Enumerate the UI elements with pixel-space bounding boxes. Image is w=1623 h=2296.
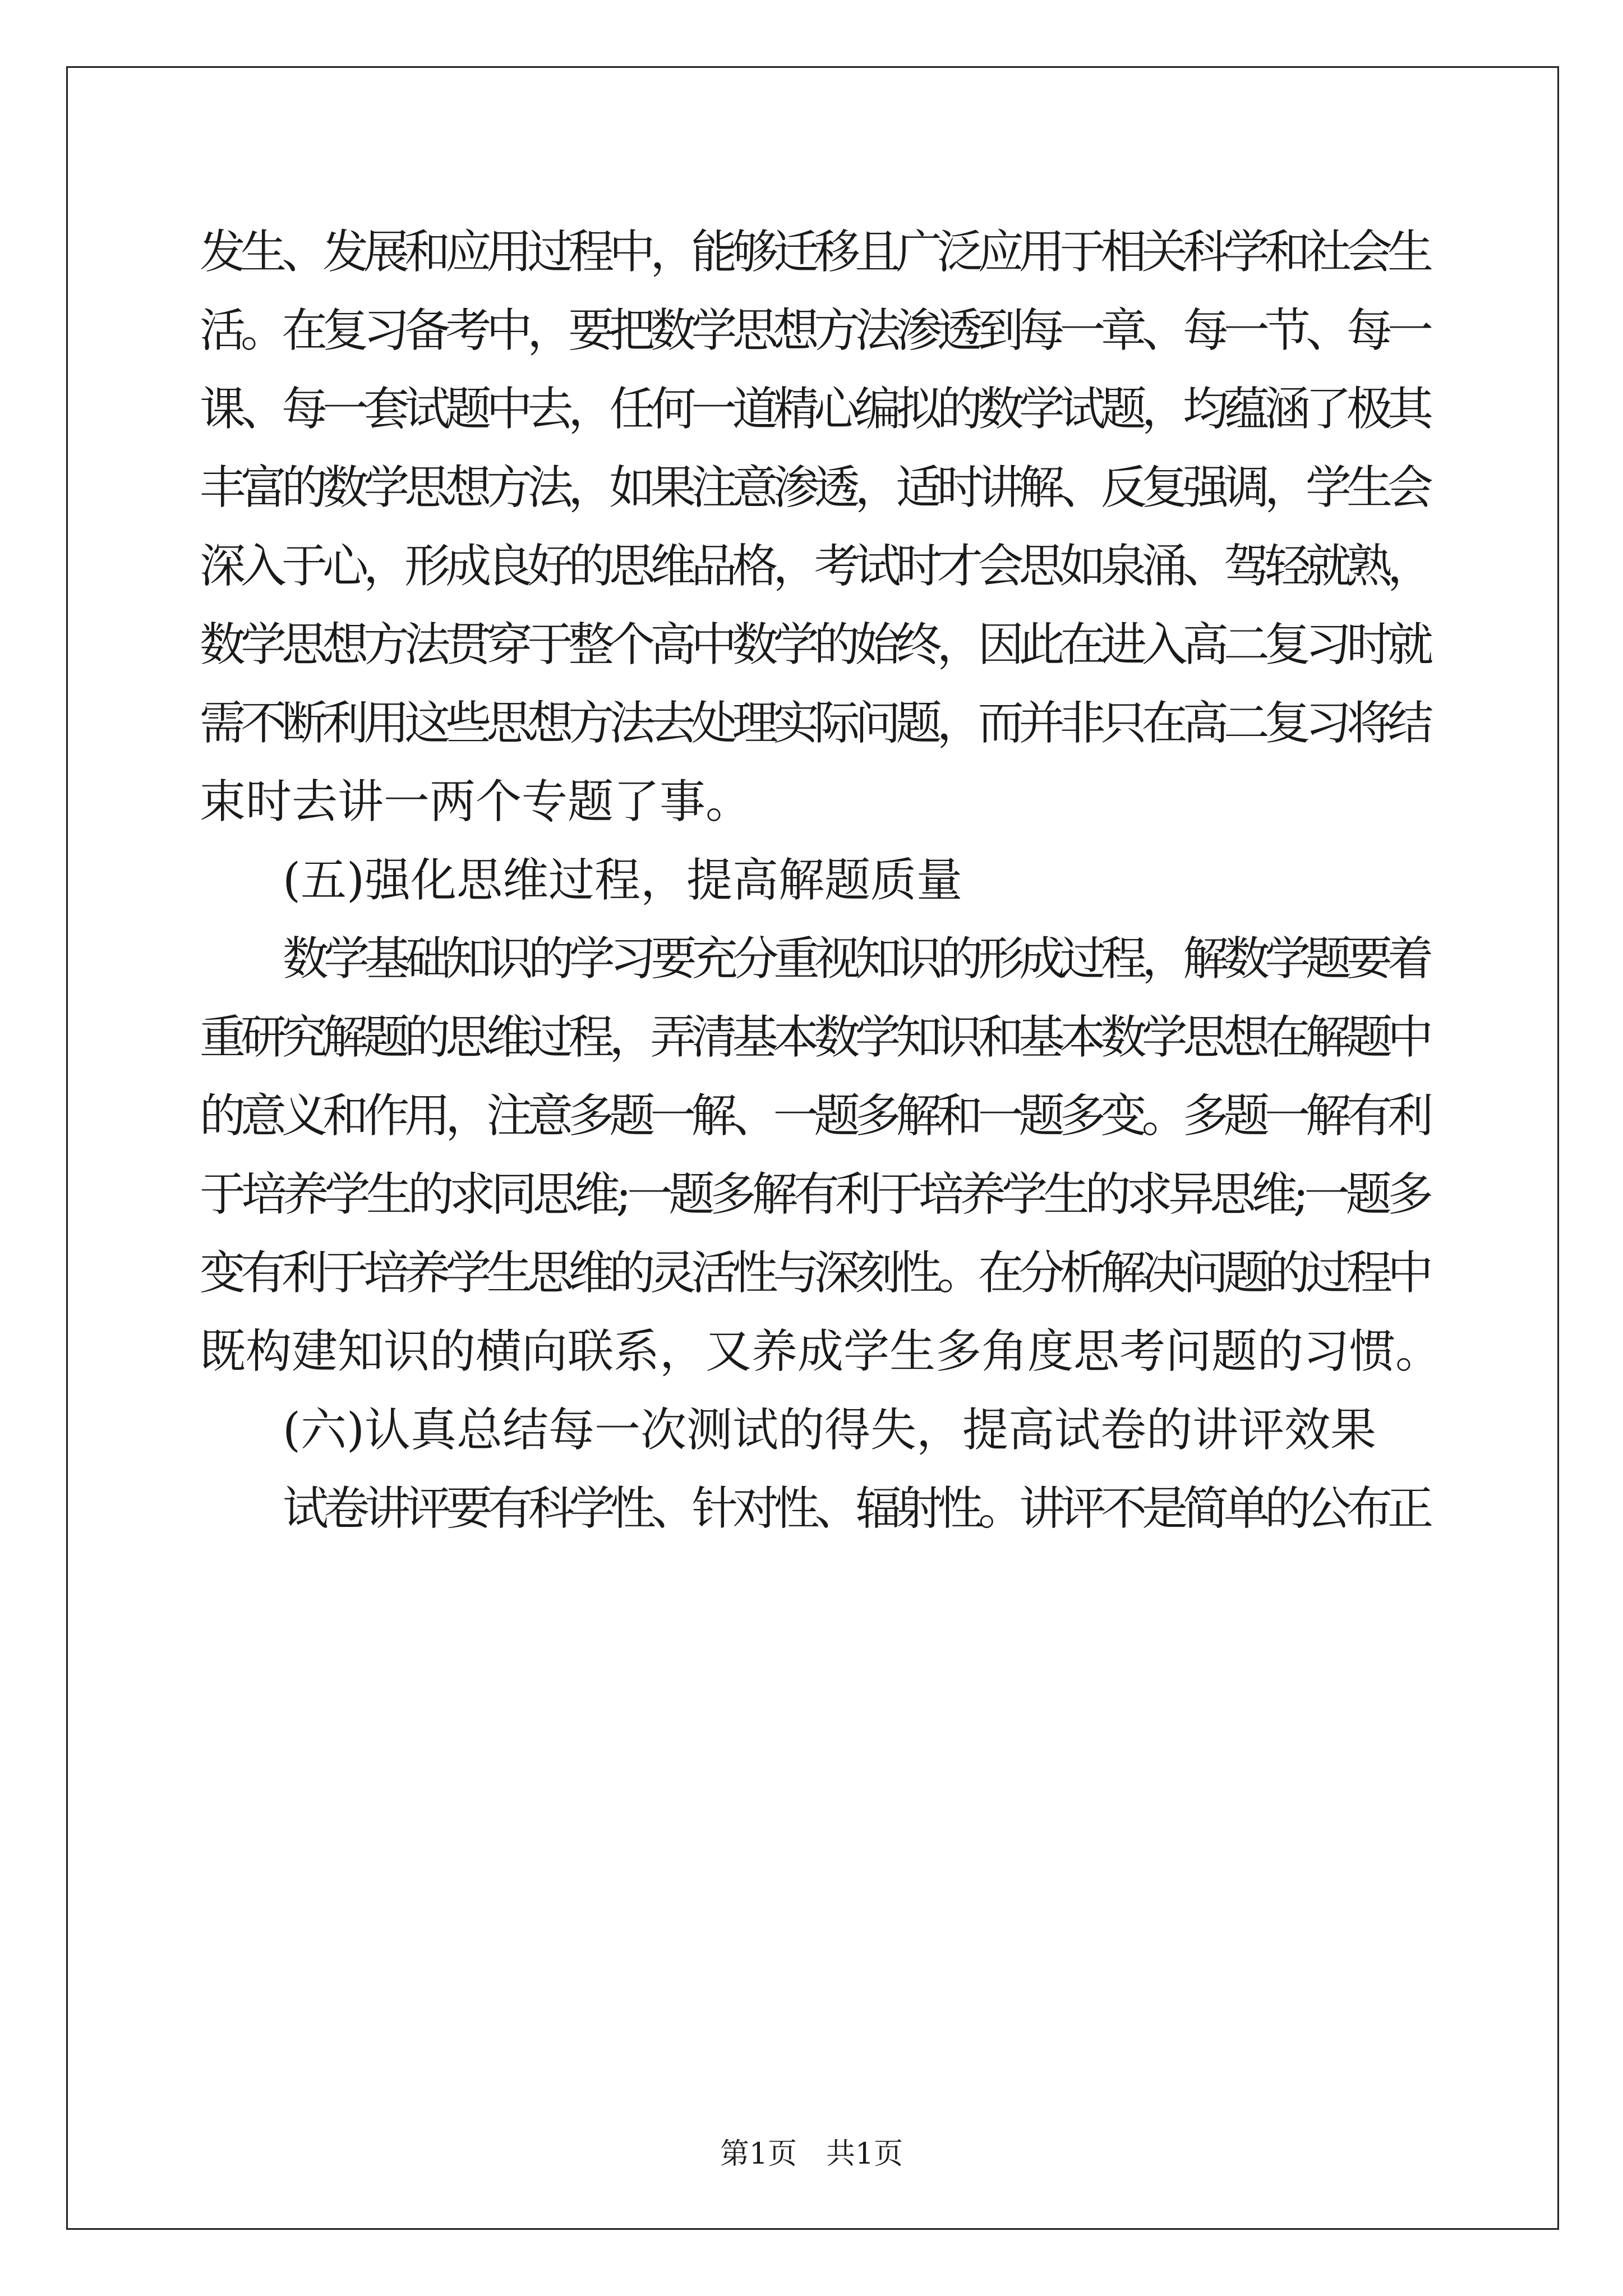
body-line: 需不断利用这些思想方法去处理实际问题，而并非只在高二复习将结: [200, 697, 1429, 750]
body-line: 课、每一套试题中去，任何一道精心编拟的数学试题，均蕴涵了极其: [200, 383, 1429, 436]
body-line: 变有利于培养学生思维的灵活性与深刻性。在分析解决问题的过程中: [200, 1246, 1429, 1300]
body-line: 丰富的数学思想方法，如果注意渗透，适时讲解、反复强调，学生会: [200, 461, 1429, 514]
body-line: 既构建知识的横向联系，又养成学生多角度思考问题的习惯。: [200, 1325, 1442, 1378]
body-line: 于培养学生的求同思维;一题多解有利于培养学生的求异思维;一题多: [200, 1168, 1430, 1221]
body-line: 数学思想方法贯穿于整个高中数学的始终，因此在进入高二复习时就: [200, 618, 1429, 671]
body-line: 数学基础知识的学习要充分重视知识的形成过程，解数学题要着: [283, 932, 1428, 986]
body-line: 试卷讲评要有科学性、针对性、辐射性。讲评不是简单的公布正: [283, 1482, 1428, 1535]
body-line: 的意义和作用，注意多题一解、一题多解和一题多变。多题一解有利: [200, 1089, 1429, 1143]
body-line: 活。在复习备考中，要把数学思想方法渗透到每一章、每一节、每一: [200, 304, 1429, 357]
body-line: 重研究解题的思维过程，弄清基本数学知识和基本数学思想在解题中: [200, 1011, 1429, 1064]
page-number: 第1页 共1页: [720, 2137, 903, 2171]
section-heading: (五)强化思维过程，提高解题质量: [283, 854, 962, 907]
body-line: 束时去讲一两个专题了事。: [200, 775, 752, 829]
body-line: 深入于心，形成良好的思维品格，考试时才会思如泉涌、驾轻就熟，: [200, 540, 1429, 593]
body-line: 发生、发展和应用过程中，能够迁移且广泛应用于相关科学和社会生: [200, 226, 1429, 279]
section-heading: (六)认真总结每一次测试的得失，提高试卷的讲评效果: [283, 1404, 1376, 1457]
